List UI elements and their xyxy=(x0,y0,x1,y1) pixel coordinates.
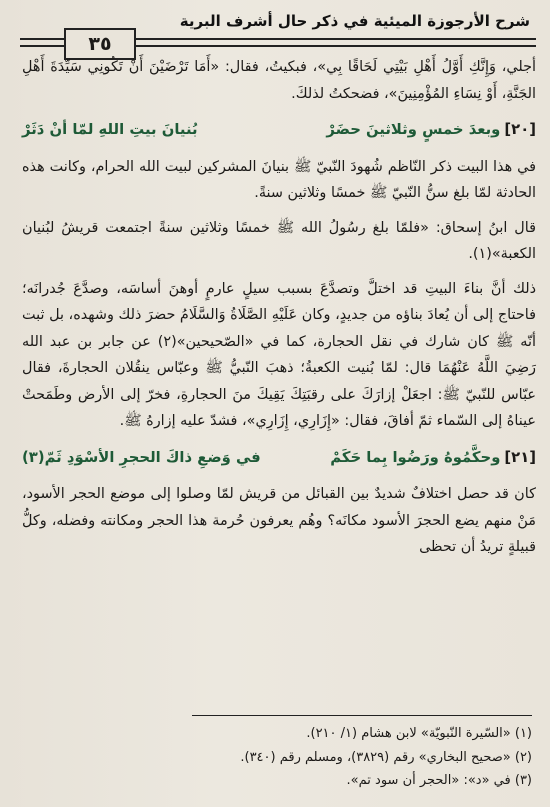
verse-20 xyxy=(22,117,536,144)
paragraph: قال ابنُ إسحاق: «فلمّا بلغ رسُولُ الله ﷺ خمسًا وثلاثين سنةً اجتمعت قريشُ لبُنيان الكعبة»(١). xyxy=(22,219,536,262)
verse-number: [٢٠] xyxy=(504,121,536,138)
paragraph: ذلك أنَّ بناءَ البيتِ قد اختلَّ وتصدَّعَ بسبب سيلٍ عارمٍ أوهنَ أساسَه، وصدَّعَ جُدرانَه؛ فاحتاج إلى أن يُعادَ بناؤه من جديدٍ، وكان عَلَيْهِ الصَّلَاةُ وَالسَّلَامُ حضرَ ذلك وشهده، بل ثبت أنّه ﷺ كان شارك في نقل الحجارة، كما في «الصّحيحين»(٢) عن جابر بن عبد الله رَضِيَ اللَّهُ عَنْهُمَا قال: لمّا بُنيت الكعبةُ؛ ذهبَ النّبيُّ ﷺ وعبّاس ينقُلان الحجارةَ، فقال عبّاس للنّبيّ ﷺ: اجعَلْ إزارَكَ على رقبَتِكَ يَقِيكَ منَ الحجارةِ، فخرّ إلى الأرض وطَمَحتْ عيناهُ إلى السّماء ثمّ أفاقَ، فقال: «إِزَارِي، إِزَارِي»، فشدّ عليه إزارهُ ﷺ. xyxy=(22,280,536,429)
paragraph: كان قد حصل اختلافٌ شديدٌ بين القبائل من قريش لمّا وصلوا إلى موضع الحجر الأسود، مَنْ منهم يضع الحجرَ الأسود مكانَه؟ وهُم يعرفون حُرمة هذا الحجر ومكانته وفضله، وكلُّ قبيلةٍ تريدُ أن تحظى xyxy=(22,486,536,555)
verse-first-hemistich: وحكَّمُوهُ ورَضُوا بِما حَكَمْ xyxy=(330,448,501,466)
paragraph: أجلي، وَإِنَّكِ أَوَّلُ أَهْلِ بَيْتِي لَحَاقًا بِي»، فبكيتُ، فقال: «أَمَا تَرْضَيْنَ أَنْ تَكُونِي سَيِّدَةَ أَهْلِ الجَنَّةِ، أَوْ نِسَاءِ المُؤْمِنِينَ»، فضحكتُ لذلكَ. xyxy=(22,59,536,102)
verse-21 xyxy=(22,445,536,472)
footnote: (١) «السّيرة النّبويّة» لابن هشام (١/ ٢١٠). xyxy=(306,726,532,741)
footnote: (٢) «صحيح البخاري» رقم (٣٨٢٩)، ومسلم رقم (٣٤٠). xyxy=(240,749,532,765)
verse-second-hemistich: في وَضعِ ذاكَ الحجرِ الأسْوَدِ ثَمّ(٣) xyxy=(22,448,261,466)
footnote: (٣) في «د»: «الحجر أن سود تم». xyxy=(346,773,532,788)
main-text xyxy=(22,54,536,561)
footnotes xyxy=(150,722,532,793)
verse-first-hemistich: وبعدَ خمسٍ وثلاثينَ حضَرْ xyxy=(326,121,501,138)
running-title: شرح الأرجوزة الميئية في ذكر حال أشرف البرية xyxy=(179,12,530,30)
page-header xyxy=(20,6,536,54)
footnote-divider xyxy=(192,715,532,716)
verse-number: [٢١] xyxy=(504,448,536,466)
verse-second-hemistich: بُنيانَ بيتِ اللهِ لمّا أنْ دَثَرْ xyxy=(22,121,198,138)
page-number: ٣٥ xyxy=(64,28,136,60)
paragraph: في هذا البيت ذكر النّاظم شُهودَ النّبيّ ﷺ بنيانَ المشركين لبيت الله الحرام، وكانت هذه الحادثة لمّا بلغ سنُّ النّبيّ ﷺ خمسًا وثلاثين سنةً. xyxy=(22,158,536,201)
